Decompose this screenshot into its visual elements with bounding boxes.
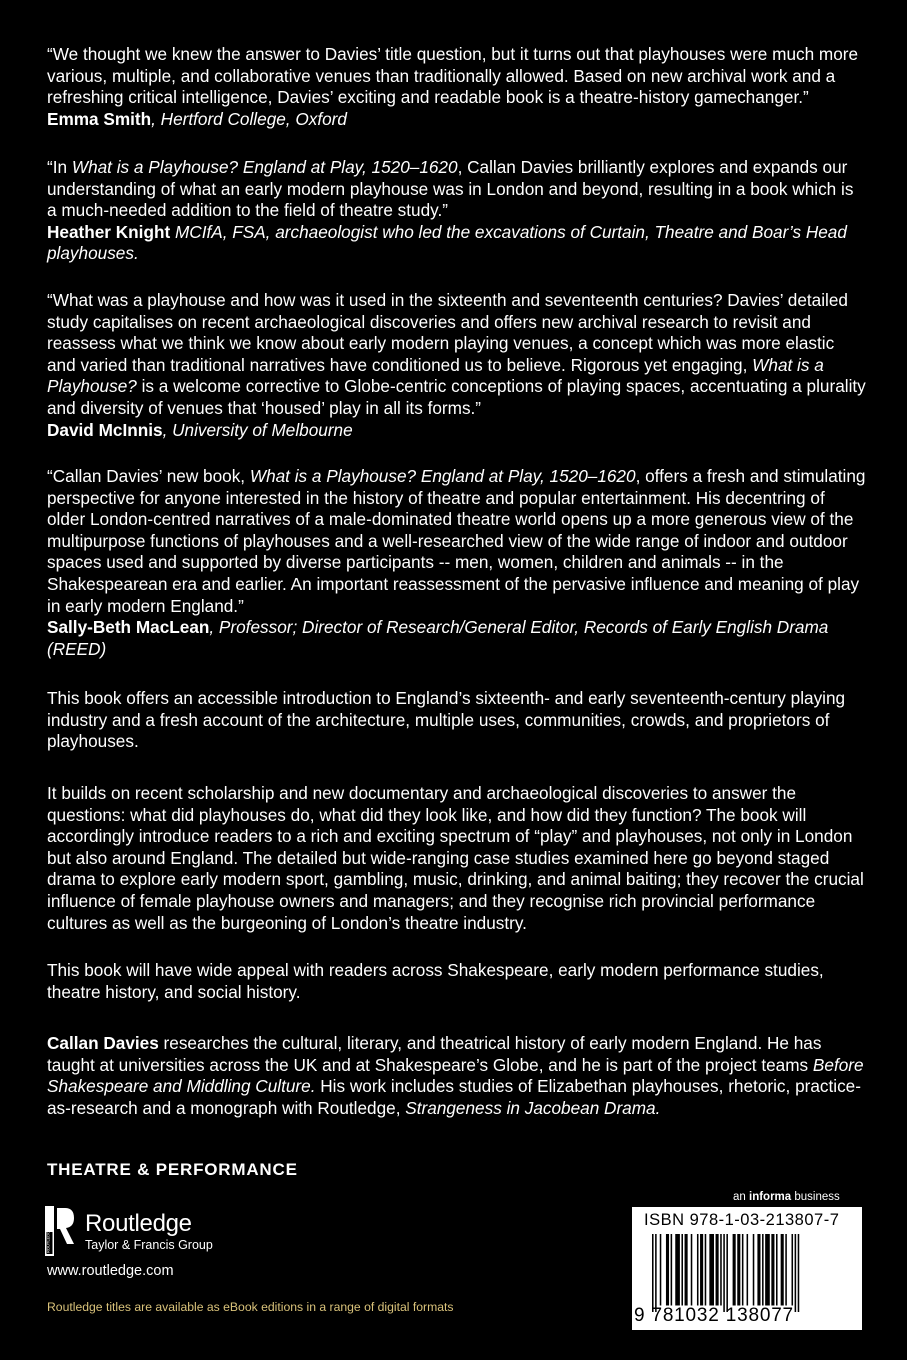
barcode-bar (765, 1234, 770, 1306)
publisher-group: Taylor & Francis Group (85, 1238, 213, 1252)
barcode-bar (666, 1234, 669, 1306)
informa-word: informa (749, 1191, 792, 1203)
publisher-logo (45, 1206, 265, 1256)
barcode-bar (776, 1234, 778, 1306)
barcode-digits: 9 781032 138077 (634, 1305, 794, 1326)
barcode-bar (737, 1234, 740, 1306)
quote-sally-beth-maclean (47, 466, 867, 660)
quote-author-name: Emma Smith (47, 108, 152, 129)
barcode-bar (697, 1234, 699, 1306)
barcode-bar (675, 1234, 680, 1306)
barcode-bar (660, 1234, 662, 1306)
description-paragraph-3: This book will have wide appeal with readers across Shakespeare, early modern performance studies, theatre history, and social history. (47, 960, 824, 1002)
barcode-bar (700, 1234, 703, 1306)
barcode-bar (771, 1234, 774, 1306)
quote-david-mcinnis (47, 290, 867, 441)
book-title: What is a Playhouse? (47, 354, 824, 397)
barcode-bar (709, 1234, 714, 1306)
quote-text: , offers a fresh and stimulating perspective for anyone interested in the history of theatre and popular entertainment. His decentring of older London-centred narratives of a male-dominated theatre world opens up a more generous view of the multipurpose functions of playhouses and a well-researched view of the wide range of indoor and outdoor spaces used and supported by diverse participants -- men, women, children and animals -- in the Shakespearean era and earlier. An important reassessment of the pervasive influence and meaning of play in early modern England.” (47, 466, 866, 616)
barcode-bar (757, 1234, 760, 1306)
quote-author-name: Heather Knight (47, 221, 171, 242)
quote-author-affiliation: , Professor; Director of Research/General Editor, Records of Early English Drama (REED) (47, 617, 829, 659)
barcode-bar (762, 1234, 764, 1306)
quote-author-affiliation: , University of Melbourne (162, 419, 353, 440)
bio-text: His work includes studies of Elizabethan playhouses, rhetoric, practice-as-research and a monograph with Routledge, (47, 1076, 861, 1118)
quote-heather-knight (47, 157, 867, 265)
quote-text: “In (47, 157, 72, 177)
subject-category: THEATRE & PERFORMANCE (47, 1160, 298, 1179)
author-name: Callan Davies (47, 1033, 159, 1053)
publisher-name: Routledge (85, 1210, 192, 1237)
barcode-bar (681, 1234, 683, 1306)
barcode-bar (733, 1234, 736, 1306)
barcode-box (632, 1207, 862, 1330)
barcode-bars (652, 1234, 852, 1312)
routledge-logo-icon (45, 1206, 75, 1256)
informa-tagline (733, 1191, 840, 1203)
quote-text: “Callan Davies’ new book, (47, 466, 250, 486)
barcode-bar (798, 1234, 800, 1312)
isbn-label: ISBN 978-1-03-213807-7 (644, 1211, 840, 1229)
book-title: What is a Playhouse? England at Play, 1520–1620 (71, 157, 458, 177)
barcode-bar (747, 1234, 749, 1306)
barcode-bar (781, 1234, 784, 1306)
svg-text:ROUTLEDGE: ROUTLEDGE (45, 1228, 51, 1253)
barcode-bar (723, 1234, 725, 1312)
informa-prefix: an (733, 1191, 749, 1203)
bio-text: researches the cultural, literary, and theatrical history of early modern England. He has taught at universities across the UK and at Shakespeare’s Globe, and he is part of the project teams (47, 1033, 822, 1075)
barcode-bar (671, 1234, 673, 1306)
barcode-bar (742, 1234, 744, 1306)
barcode-bar (792, 1234, 794, 1306)
ebook-note: Routledge titles are available as eBook editions in a range of digital formats (47, 1300, 454, 1314)
quote-text: “We thought we knew the answer to Davies’ title question, but it turns out that playhouses were much more various, multiple, and collaborative venues than traditionally allowed. Based on new archival work and a refreshing critical intelligence, Davies’ exciting and readable book is a theatre-history gamechanger.” (47, 44, 859, 108)
barcode-bar (720, 1234, 722, 1306)
publisher-website[interactable]: www.routledge.com (47, 1263, 174, 1279)
description-paragraph-2: It builds on recent scholarship and new documentary and archaeological discoveries to answer the questions: what did playhouses do, what did they look like, and how did they function? The book will accordingly introduce readers to a rich and exciting spectrum of “play” and playhouses, not only in London but also around England. The detailed but wide-ranging case studies examined here go beyond staged drama to explore early modern sport, gambling, music, drinking, and animal baiting; they recover the crucial influence of female playhouse owners and managers; and they recognise rich provincial performance cultures as well as the burgeoning of London’s theatre industry. (47, 783, 864, 933)
quote-emma-smith (47, 44, 867, 130)
quote-author-affiliation: , Hertford College, Oxford (151, 108, 347, 129)
book-title: What is a Playhouse? England at Play, 1520–1620 (249, 466, 636, 486)
barcode-bar (785, 1234, 787, 1306)
barcode-bar (691, 1234, 693, 1306)
author-bio (47, 1033, 867, 1119)
quote-text: , Callan Davies brilliantly explores and expands our understanding of what an early modern playhouse was in London and beyond, resulting in a book which is a much-needed addition to the field of theatre study.” (47, 157, 854, 221)
barcode-bar (753, 1234, 755, 1306)
barcode-bar (685, 1234, 688, 1306)
barcode-bar (795, 1234, 797, 1312)
description-paragraph-1: This book offers an accessible introduction to England’s sixteenth- and early seventeenth-century playing industry and a fresh account of the architecture, multiple uses, communities, crowds, and proprietors of playhouses. (47, 688, 846, 752)
quote-author-affiliation: MCIfA, FSA, archaeologist who led the excavations of Curtain, Theatre and Boar’s Head playhouses. (47, 221, 847, 264)
quote-author-name: David McInnis (47, 419, 163, 440)
quote-text: “What was a playhouse and how was it used in the sixteenth and seventeenth centuries? Davies’ detailed study capitalises on recent archaeological discoveries and offers new archival research to revisit and reassess what we think we know about early modern playing venues, a concept which was more elastic and varied than traditional narratives have conditioned us to believe. Rigorous yet engaging, (47, 290, 848, 375)
barcode-bar (726, 1234, 728, 1312)
barcode-bar (655, 1234, 657, 1312)
barcode-bar (652, 1234, 654, 1312)
quote-text: is a welcome corrective to Globe-centric conceptions of playing spaces, accentuating a plurality and diversity of venues that ‘housed’ play in all its forms.” (47, 376, 866, 418)
barcode-bar (705, 1234, 707, 1306)
barcode-bar (716, 1234, 719, 1306)
project-names: Before Shakespeare and Middling Culture. (47, 1054, 864, 1097)
informa-suffix: business (791, 1191, 840, 1203)
quote-author-name: Sally-Beth MacLean (47, 617, 210, 638)
monograph-title: Strangeness in Jacobean Drama. (405, 1097, 661, 1118)
